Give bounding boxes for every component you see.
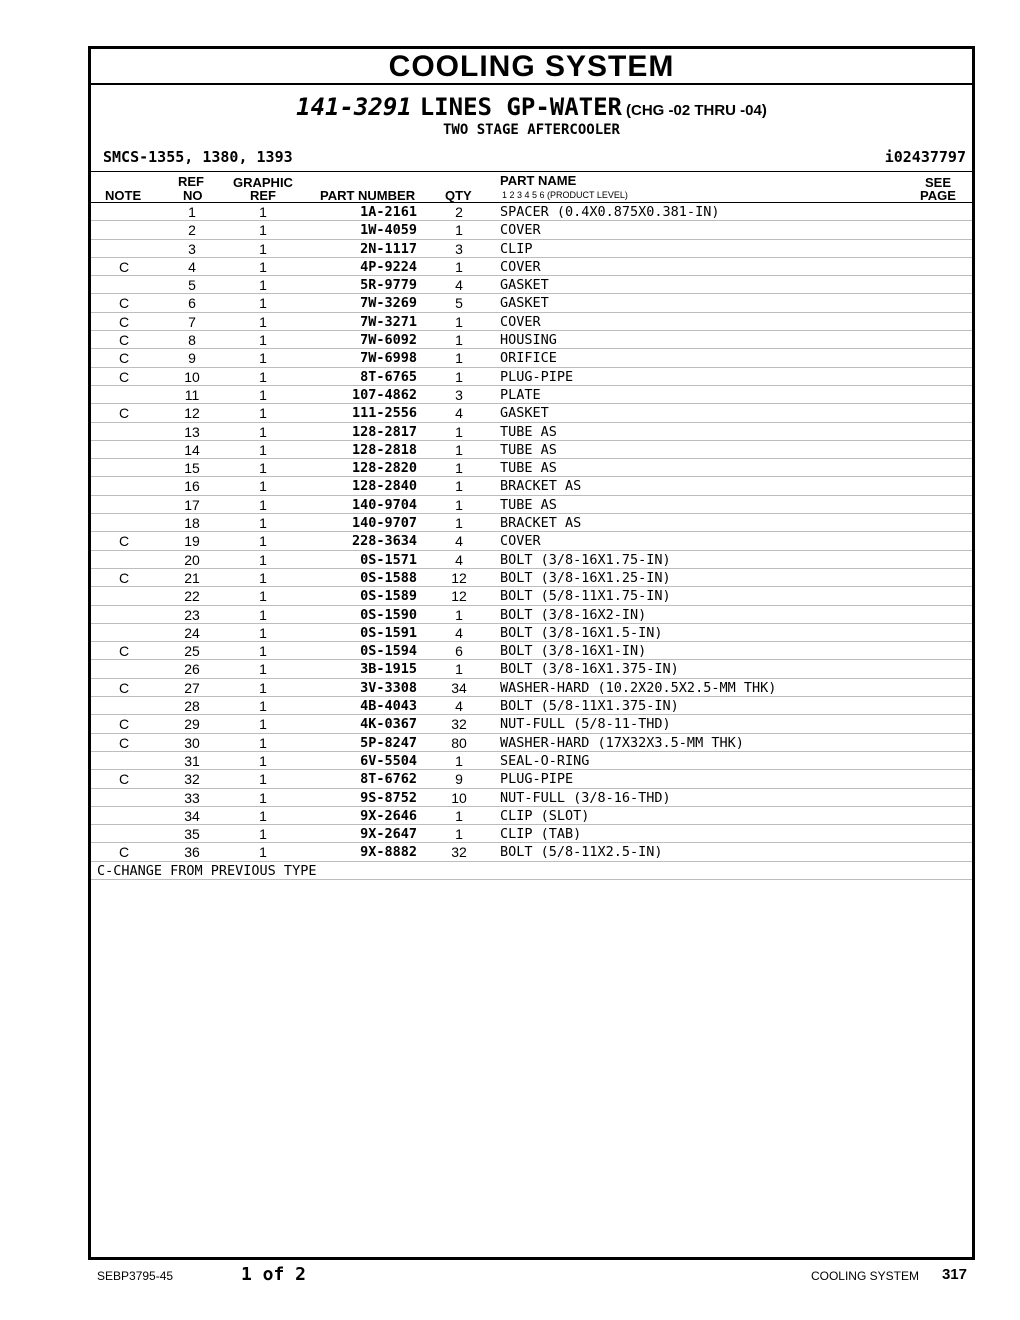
row-part-number: 140-9707 <box>351 515 417 532</box>
row-part-name: GASKET <box>500 405 549 422</box>
row-qty: 4 <box>455 551 463 568</box>
row-graphic-ref: 1 <box>259 624 267 641</box>
header-part-number: PART NUMBER <box>320 188 416 203</box>
row-part-number: 128-2820 <box>351 460 417 477</box>
header-ref-bottom: NO <box>183 188 203 203</box>
row-ref-no: 5 <box>188 277 196 294</box>
row-part-name: BOLT (3/8-16X1.25-IN) <box>500 569 671 586</box>
row-qty: 1 <box>455 661 463 678</box>
row-ref-no: 15 <box>184 460 200 477</box>
row-part-name: GASKET <box>500 277 549 294</box>
table-row <box>91 660 972 678</box>
footnote: C-CHANGE FROM PREVIOUS TYPE <box>97 862 317 879</box>
row-part-name: WASHER-HARD (10.2X20.5X2.5-MM THK) <box>500 679 777 696</box>
row-part-name: TUBE AS <box>500 423 557 440</box>
row-part-number: 7W-6092 <box>360 332 417 349</box>
row-graphic-ref: 1 <box>259 752 267 769</box>
row-graphic-ref: 1 <box>259 441 267 458</box>
row-part-number: 228-3634 <box>351 533 417 550</box>
row-graphic-ref: 1 <box>259 771 267 788</box>
row-part-number: 0S-1594 <box>360 643 417 660</box>
table-row <box>91 587 972 605</box>
row-graphic-ref: 1 <box>259 258 267 275</box>
row-part-number: 128-2840 <box>351 478 417 495</box>
row-qty: 1 <box>455 478 463 495</box>
row-graphic-ref: 1 <box>259 716 267 733</box>
row-part-number: 4P-9224 <box>360 258 417 275</box>
table-row <box>91 276 972 294</box>
row-note: C <box>118 771 130 788</box>
header-graphic-bottom: REF <box>250 188 276 203</box>
row-part-name: CLIP <box>500 240 533 257</box>
row-note: C <box>118 405 130 422</box>
row-qty: 1 <box>455 332 463 349</box>
row-graphic-ref: 1 <box>259 295 267 312</box>
table-row <box>91 240 972 258</box>
row-part-name: COVER <box>500 222 541 239</box>
header-product-levels: 1 2 3 4 5 6 (PRODUCT LEVEL) <box>502 190 628 200</box>
row-graphic-ref: 1 <box>259 698 267 715</box>
row-qty: 4 <box>455 405 463 422</box>
row-note: C <box>118 716 130 733</box>
table-row <box>91 258 972 276</box>
row-ref-no: 3 <box>188 240 196 257</box>
row-part-name: GASKET <box>500 295 549 312</box>
row-part-number: 0S-1591 <box>360 624 417 641</box>
row-qty: 10 <box>451 789 467 806</box>
row-qty: 1 <box>455 313 463 330</box>
row-part-name: PLUG-PIPE <box>500 771 574 788</box>
parts-table-body <box>91 203 972 862</box>
row-part-name: COVER <box>500 258 541 275</box>
row-qty: 1 <box>455 441 463 458</box>
footer-section: COOLING SYSTEM <box>810 1269 919 1283</box>
row-graphic-ref: 1 <box>259 844 267 861</box>
row-ref-no: 7 <box>188 313 196 330</box>
row-graphic-ref: 1 <box>259 826 267 843</box>
row-part-number: 128-2817 <box>351 423 417 440</box>
row-qty: 1 <box>455 350 463 367</box>
row-part-name: WASHER-HARD (17X32X3.5-MM THK) <box>500 734 744 751</box>
row-ref-no: 8 <box>188 332 196 349</box>
header-ref-top: REF <box>178 174 204 189</box>
row-ref-no: 20 <box>184 551 200 568</box>
row-note: C <box>118 295 130 312</box>
row-ref-no: 17 <box>184 496 200 513</box>
row-graphic-ref: 1 <box>259 332 267 349</box>
table-row <box>91 697 972 715</box>
row-graphic-ref: 1 <box>259 661 267 678</box>
row-qty: 2 <box>455 204 463 220</box>
row-part-number: 0S-1589 <box>360 588 417 605</box>
row-ref-no: 21 <box>184 569 200 586</box>
row-qty: 32 <box>451 716 467 733</box>
row-qty: 5 <box>455 295 463 312</box>
row-ref-no: 4 <box>188 258 196 275</box>
row-ref-no: 32 <box>184 771 200 788</box>
table-row <box>91 386 972 404</box>
table-row <box>91 221 972 239</box>
table-row <box>91 441 972 459</box>
header-see-top: SEE <box>925 175 952 190</box>
row-part-number: 3V-3308 <box>360 679 417 696</box>
row-part-name: TUBE AS <box>500 460 557 477</box>
row-part-number: 7W-6998 <box>360 350 417 367</box>
header-qty: QTY <box>445 188 472 203</box>
table-row <box>91 734 972 752</box>
table-row <box>91 349 972 367</box>
row-ref-no: 2 <box>188 222 196 239</box>
table-header <box>91 172 972 203</box>
table-row <box>91 477 972 495</box>
row-qty: 4 <box>455 624 463 641</box>
row-ref-no: 13 <box>184 423 200 440</box>
page-number: 317 <box>941 1266 967 1283</box>
row-note: C <box>118 643 130 660</box>
row-ref-no: 24 <box>184 624 200 641</box>
row-qty: 1 <box>455 496 463 513</box>
row-part-name: TUBE AS <box>500 441 557 458</box>
row-part-name: PLATE <box>500 386 541 403</box>
table-row <box>91 313 972 331</box>
row-graphic-ref: 1 <box>259 350 267 367</box>
group-part-number: 141-3291 <box>296 93 412 121</box>
table-row <box>91 770 972 788</box>
row-part-name: BOLT (5/8-11X2.5-IN) <box>500 844 663 861</box>
header-graphic-top: GRAPHIC <box>233 175 293 190</box>
row-graphic-ref: 1 <box>259 405 267 422</box>
row-part-name: SEAL-O-RING <box>500 752 590 769</box>
row-qty: 1 <box>455 606 463 623</box>
row-qty: 80 <box>451 734 467 751</box>
table-row <box>91 404 972 422</box>
row-qty: 12 <box>451 569 467 586</box>
row-qty: 1 <box>455 423 463 440</box>
row-part-number: 1W-4059 <box>360 222 417 239</box>
row-qty: 1 <box>455 368 463 385</box>
row-qty: 12 <box>451 588 467 605</box>
row-qty: 34 <box>451 679 467 696</box>
page-footer <box>0 1264 1020 1288</box>
row-qty: 1 <box>455 752 463 769</box>
row-part-number: 0S-1590 <box>360 606 417 623</box>
smcs-codes: SMCS-1355, 1380, 1393 <box>103 148 293 166</box>
row-part-number: 0S-1588 <box>360 569 417 586</box>
row-part-name: TUBE AS <box>500 496 557 513</box>
row-part-name: NUT-FULL (3/8-16-THD) <box>500 789 671 806</box>
row-ref-no: 18 <box>184 515 200 532</box>
row-part-name: PLUG-PIPE <box>500 368 574 385</box>
table-row <box>91 203 972 221</box>
row-ref-no: 16 <box>184 478 200 495</box>
table-row <box>91 642 972 660</box>
table-row <box>91 423 972 441</box>
table-row <box>91 843 972 861</box>
row-note: C <box>118 533 130 550</box>
row-ref-no: 26 <box>184 661 200 678</box>
row-qty: 4 <box>455 277 463 294</box>
row-note: C <box>118 332 130 349</box>
row-part-number: 9X-2647 <box>360 826 417 843</box>
row-part-name: BOLT (3/8-16X1.75-IN) <box>500 551 671 568</box>
row-part-number: 5R-9779 <box>360 277 417 294</box>
row-graphic-ref: 1 <box>259 734 267 751</box>
row-graphic-ref: 1 <box>259 533 267 550</box>
group-name: LINES GP-WATER <box>419 93 623 121</box>
row-qty: 4 <box>455 698 463 715</box>
row-part-name: BOLT (3/8-16X1-IN) <box>500 643 647 660</box>
row-note: C <box>118 679 130 696</box>
row-part-number: 0S-1571 <box>360 551 417 568</box>
row-qty: 6 <box>455 643 463 660</box>
row-note: C <box>118 844 130 861</box>
smcs-row <box>91 145 972 172</box>
table-row <box>91 715 972 733</box>
row-graphic-ref: 1 <box>259 277 267 294</box>
row-note: C <box>118 368 130 385</box>
row-part-number: 111-2556 <box>351 405 417 422</box>
change-range: (CHG -02 THRU -04) <box>626 102 767 119</box>
parts-page-frame <box>88 46 975 1260</box>
table-row <box>91 825 972 843</box>
row-qty: 3 <box>455 386 463 403</box>
row-graphic-ref: 1 <box>259 496 267 513</box>
row-graphic-ref: 1 <box>259 807 267 824</box>
row-part-number: 9X-8882 <box>360 844 417 861</box>
page-of: 1 of 2 <box>241 1264 307 1285</box>
header-see-bottom: PAGE <box>920 188 956 203</box>
row-part-number: 9S-8752 <box>360 789 417 806</box>
row-graphic-ref: 1 <box>259 606 267 623</box>
row-graphic-ref: 1 <box>259 643 267 660</box>
row-ref-no: 14 <box>184 441 200 458</box>
row-qty: 1 <box>455 460 463 477</box>
table-row <box>91 551 972 569</box>
table-row <box>91 789 972 807</box>
row-note: C <box>118 350 130 367</box>
footnote-row <box>91 862 972 880</box>
table-row <box>91 368 972 386</box>
row-part-number: 6V-5504 <box>360 752 417 769</box>
row-part-number: 7W-3269 <box>360 295 417 312</box>
row-ref-no: 35 <box>184 826 200 843</box>
row-note: C <box>118 313 130 330</box>
row-graphic-ref: 1 <box>259 679 267 696</box>
row-note: C <box>118 258 130 275</box>
table-row <box>91 459 972 477</box>
row-graphic-ref: 1 <box>259 515 267 532</box>
row-qty: 1 <box>455 807 463 824</box>
row-qty: 32 <box>451 844 467 861</box>
header-note: NOTE <box>105 188 142 203</box>
row-graphic-ref: 1 <box>259 368 267 385</box>
table-row <box>91 294 972 312</box>
table-row <box>91 752 972 770</box>
row-part-number: 9X-2646 <box>360 807 417 824</box>
row-part-name: NUT-FULL (5/8-11-THD) <box>500 716 671 733</box>
row-part-number: 4K-0367 <box>360 716 417 733</box>
row-ref-no: 31 <box>184 752 200 769</box>
row-graphic-ref: 1 <box>259 478 267 495</box>
row-graphic-ref: 1 <box>259 204 267 220</box>
row-part-name: BRACKET AS <box>500 478 582 495</box>
row-part-name: CLIP (TAB) <box>500 826 582 843</box>
row-ref-no: 25 <box>184 643 200 660</box>
row-part-name: BOLT (5/8-11X1.75-IN) <box>500 588 671 605</box>
row-part-name: BRACKET AS <box>500 515 582 532</box>
row-ref-no: 6 <box>188 295 196 312</box>
row-part-number: 140-9704 <box>351 496 417 513</box>
row-part-name: ORIFICE <box>500 350 557 367</box>
table-row <box>91 569 972 587</box>
row-part-number: 8T-6765 <box>360 368 417 385</box>
row-ref-no: 1 <box>188 204 196 220</box>
table-row <box>91 532 972 550</box>
table-row <box>91 679 972 697</box>
row-part-number: 8T-6762 <box>360 771 417 788</box>
row-part-name: BOLT (5/8-11X1.375-IN) <box>500 698 679 715</box>
table-row <box>91 496 972 514</box>
row-ref-no: 33 <box>184 789 200 806</box>
table-row <box>91 807 972 825</box>
row-ref-no: 36 <box>184 844 200 861</box>
row-ref-no: 11 <box>184 386 200 403</box>
row-graphic-ref: 1 <box>259 551 267 568</box>
illustration-id: i02437797 <box>884 148 966 166</box>
row-qty: 1 <box>455 258 463 275</box>
row-ref-no: 12 <box>184 405 200 422</box>
row-ref-no: 29 <box>184 716 200 733</box>
row-part-number: 1A-2161 <box>360 204 417 220</box>
row-ref-no: 19 <box>184 533 200 550</box>
row-part-name: COVER <box>500 313 541 330</box>
row-graphic-ref: 1 <box>259 240 267 257</box>
header-part-name: PART NAME <box>500 173 577 188</box>
row-qty: 3 <box>455 240 463 257</box>
row-note: C <box>118 569 130 586</box>
row-part-number: 128-2818 <box>351 441 417 458</box>
row-ref-no: 22 <box>184 588 200 605</box>
row-graphic-ref: 1 <box>259 569 267 586</box>
row-ref-no: 23 <box>184 606 200 623</box>
row-graphic-ref: 1 <box>259 423 267 440</box>
row-part-name: COVER <box>500 533 541 550</box>
row-part-name: HOUSING <box>500 332 557 349</box>
table-row <box>91 606 972 624</box>
row-qty: 4 <box>455 533 463 550</box>
section-title: COOLING SYSTEM <box>91 49 972 85</box>
row-ref-no: 30 <box>184 734 200 751</box>
row-ref-no: 9 <box>188 350 196 367</box>
row-qty: 1 <box>455 515 463 532</box>
table-row <box>91 624 972 642</box>
row-ref-no: 10 <box>184 368 200 385</box>
row-part-number: 3B-1915 <box>360 661 417 678</box>
row-graphic-ref: 1 <box>259 789 267 806</box>
row-qty: 1 <box>455 222 463 239</box>
row-ref-no: 27 <box>184 679 200 696</box>
row-note: C <box>118 734 130 751</box>
row-graphic-ref: 1 <box>259 460 267 477</box>
table-row <box>91 331 972 349</box>
row-qty: 1 <box>455 826 463 843</box>
row-qty: 9 <box>455 771 463 788</box>
row-part-name: CLIP (SLOT) <box>500 807 590 824</box>
row-part-number: 4B-4043 <box>360 698 417 715</box>
row-part-name: BOLT (3/8-16X2-IN) <box>500 606 647 623</box>
row-part-name: SPACER (0.4X0.875X0.381-IN) <box>500 204 720 220</box>
row-part-number: 2N-1117 <box>360 240 417 257</box>
row-ref-no: 34 <box>184 807 200 824</box>
row-part-name: BOLT (3/8-16X1.5-IN) <box>500 624 663 641</box>
doc-id: SEBP3795-45 <box>97 1269 174 1283</box>
group-subtitle: TWO STAGE AFTERCOOLER <box>442 122 620 138</box>
group-title <box>91 93 972 121</box>
row-graphic-ref: 1 <box>259 313 267 330</box>
row-part-number: 5P-8247 <box>360 734 417 751</box>
row-graphic-ref: 1 <box>259 588 267 605</box>
row-part-number: 107-4862 <box>351 386 417 403</box>
row-part-name: BOLT (3/8-16X1.375-IN) <box>500 661 679 678</box>
row-ref-no: 28 <box>184 698 200 715</box>
table-row <box>91 514 972 532</box>
row-part-number: 7W-3271 <box>360 313 417 330</box>
row-graphic-ref: 1 <box>259 386 267 403</box>
row-graphic-ref: 1 <box>259 222 267 239</box>
